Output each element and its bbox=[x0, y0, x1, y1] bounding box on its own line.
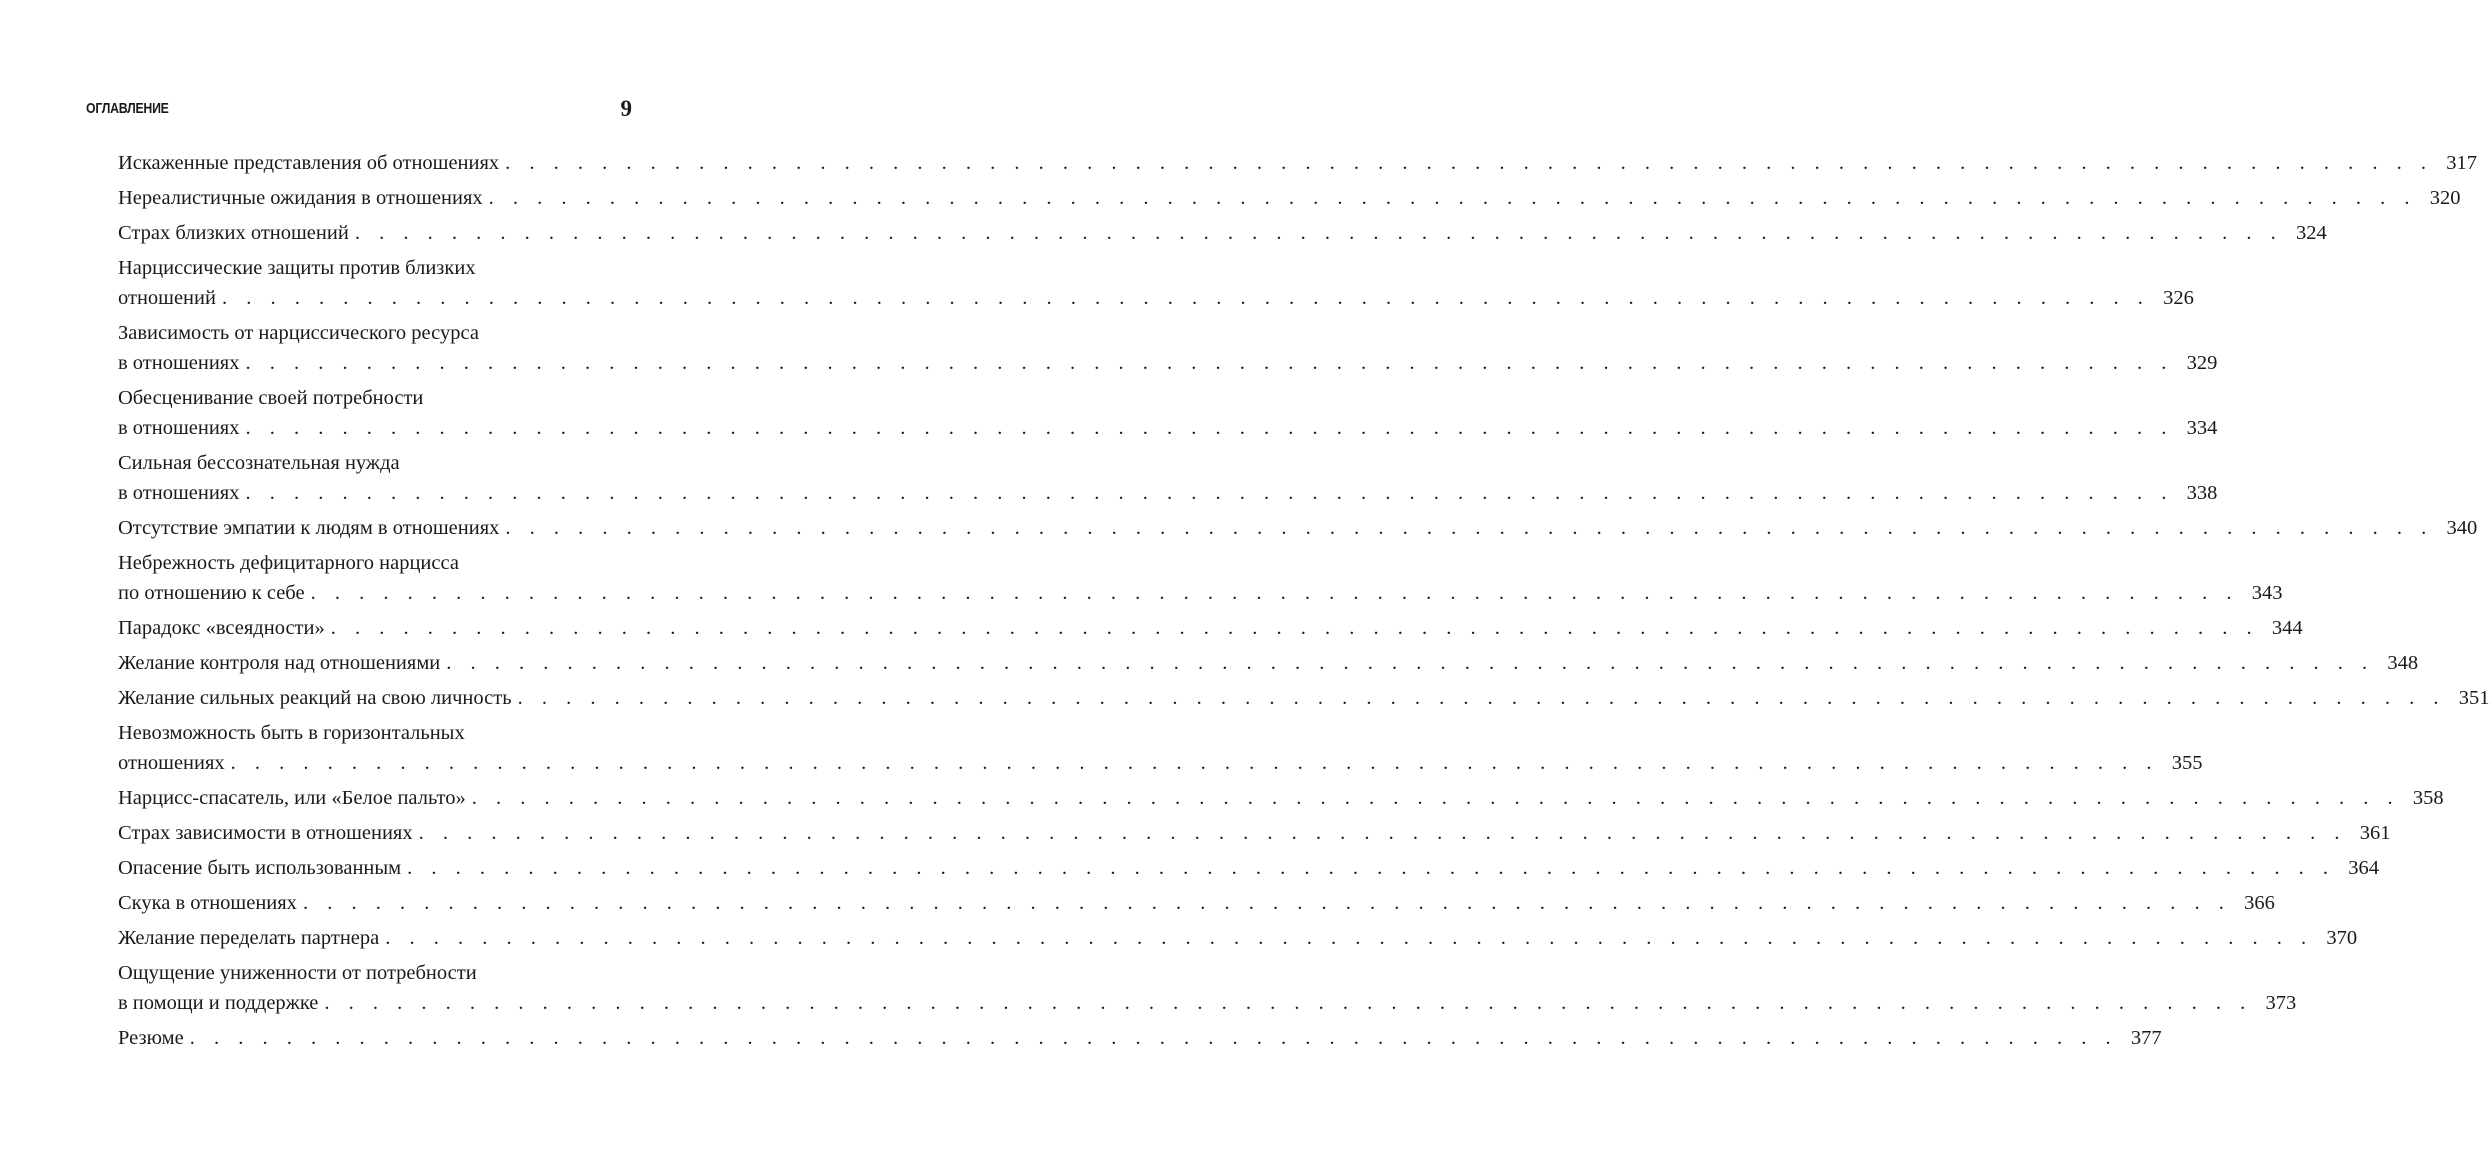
toc-entry[interactable] bbox=[118, 853, 2380, 883]
toc-entry-title-line: Невозможность быть в горизонтальных bbox=[118, 722, 465, 744]
dot-leader: . . . . . . . . . . . . . . . . . . . . . . . . . . . . . . . . . . . . . . . . . . . . . . . . . . . . . . . . . . . . . . . . . . . . . . . . . . . . . . . . bbox=[189, 1027, 2118, 1049]
toc-entry-title-line: Ощущение униженности от потребности bbox=[118, 962, 477, 984]
toc-entry-last-line bbox=[118, 818, 2391, 848]
toc-entry-page-number: 324 bbox=[2295, 222, 2327, 244]
toc-entry[interactable] bbox=[118, 383, 2218, 443]
toc-entry[interactable] bbox=[118, 148, 2478, 178]
toc-entry-title-line: Опасение быть использованным bbox=[118, 857, 402, 879]
toc-entry-title-line: Резюме bbox=[118, 1027, 184, 1049]
toc-entry[interactable] bbox=[118, 548, 2283, 608]
dot-leader: . . . . . . . . . . . . . . . . . . . . . . . . . . . . . . . . . . . . . . . . . . . . . . . . . . . . . . . . . . . . . . . . . . . . . . . . . . . . . . . . bbox=[324, 992, 2253, 1014]
toc-entry-title-line: отношениях bbox=[118, 752, 225, 774]
page-number: 9 bbox=[620, 96, 632, 121]
toc-entry[interactable] bbox=[118, 613, 2303, 643]
toc-entry-page-number: 340 bbox=[2446, 517, 2478, 539]
toc-entry-last-line bbox=[118, 748, 2203, 778]
toc-entry-last-line bbox=[118, 613, 2303, 643]
dot-leader: . . . . . . . . . . . . . . . . . . . . . . . . . . . . . . . . . . . . . . . . . . . . . . . . . . . . . . . . . . . . . . . . . . . . . . . . . . . . . . . . bbox=[302, 892, 2231, 914]
toc-entry[interactable] bbox=[118, 448, 2218, 508]
toc-entry-last-line bbox=[118, 183, 2461, 213]
running-title: ОГЛАВЛЕНИЕ bbox=[86, 100, 169, 117]
toc-entry-last-line bbox=[118, 988, 2297, 1018]
toc-entry-title-line: Зависимость от нарциссического ресурса bbox=[118, 322, 479, 344]
toc-entry-title-line: Парадокс «всеядности» bbox=[118, 617, 325, 639]
toc-entry[interactable] bbox=[118, 183, 2461, 213]
toc-entry-page-number: 343 bbox=[2251, 582, 2283, 604]
dot-leader: . . . . . . . . . . . . . . . . . . . . . . . . . . . . . . . . . . . . . . . . . . . . . . . . . . . . . . . . . . . . . . . . . . . . . . . . . . . . . . . . bbox=[245, 352, 2174, 374]
toc-entry-last-line bbox=[118, 648, 2419, 678]
toc-entry[interactable] bbox=[118, 253, 2194, 313]
toc-entry-title-line: Желание переделать партнера bbox=[118, 927, 380, 949]
dot-leader: . . . . . . . . . . . . . . . . . . . . . . . . . . . . . . . . . . . . . . . . . . . . . . . . . . . . . . . . . . . . . . . . . . . . . . . . . . . . . . . . bbox=[446, 652, 2375, 674]
toc-entry-last-line bbox=[118, 578, 2283, 608]
dot-leader: . . . . . . . . . . . . . . . . . . . . . . . . . . . . . . . . . . . . . . . . . . . . . . . . . . . . . . . . . . . . . . . . . . . . . . . . . . . . . . . . bbox=[385, 927, 2314, 949]
toc-entry-last-line bbox=[118, 683, 2489, 713]
toc-entry-page-number: 320 bbox=[2429, 187, 2461, 209]
toc-entry-page-number: 338 bbox=[2186, 482, 2218, 504]
toc-entry-last-line bbox=[118, 853, 2380, 883]
toc-entry-title-line: в отношениях bbox=[118, 482, 240, 504]
dot-leader: . . . . . . . . . . . . . . . . . . . . . . . . . . . . . . . . . . . . . . . . . . . . . . . . . . . . . . . . . . . . . . . . . . . . . . . . . . . . . . . . bbox=[230, 752, 2159, 774]
dot-leader: . . . . . . . . . . . . . . . . . . . . . . . . . . . . . . . . . . . . . . . . . . . . . . . . . . . . . . . . . . . . . . . . . . . . . . . . . . . . . . . . bbox=[310, 582, 2239, 604]
dot-leader: . . . . . . . . . . . . . . . . . . . . . . . . . . . . . . . . . . . . . . . . . . . . . . . . . . . . . . . . . . . . . . . . . . . . . . . . . . . . . . . . bbox=[407, 857, 2336, 879]
toc-entry-last-line bbox=[118, 1023, 2162, 1053]
toc-entry[interactable] bbox=[118, 958, 2297, 1018]
toc-entry-last-line bbox=[118, 413, 2218, 443]
dot-leader: . . . . . . . . . . . . . . . . . . . . . . . . . . . . . . . . . . . . . . . . . . . . . . . . . . . . . . . . . . . . . . . . . . . . . . . . . . . . . . . . bbox=[488, 187, 2417, 209]
toc-entry[interactable] bbox=[118, 783, 2444, 813]
toc-entry-page-number: 364 bbox=[2348, 857, 2380, 879]
dot-leader: . . . . . . . . . . . . . . . . . . . . . . . . . . . . . . . . . . . . . . . . . . . . . . . . . . . . . . . . . . . . . . . . . . . . . . . . . . . . . . . . bbox=[245, 482, 2174, 504]
toc-entry-page-number: 377 bbox=[2130, 1027, 2162, 1049]
toc-entry-page-number: 373 bbox=[2265, 992, 2297, 1014]
toc-entry-page-number: 329 bbox=[2186, 352, 2218, 374]
dot-leader: . . . . . . . . . . . . . . . . . . . . . . . . . . . . . . . . . . . . . . . . . . . . . . . . . . . . . . . . . . . . . . . . . . . . . . . . . . . . . . . . bbox=[418, 822, 2347, 844]
toc-entry-page-number: 317 bbox=[2446, 152, 2478, 174]
toc-entry-page-number: 358 bbox=[2412, 787, 2444, 809]
toc-entry-last-line bbox=[118, 283, 2194, 313]
toc-entry-title-line: в отношениях bbox=[118, 417, 240, 439]
dot-leader: . . . . . . . . . . . . . . . . . . . . . . . . . . . . . . . . . . . . . . . . . . . . . . . . . . . . . . . . . . . . . . . . . . . . . . . . . . . . . . . . bbox=[505, 152, 2434, 174]
toc-entry-page-number: 348 bbox=[2387, 652, 2419, 674]
toc-entry-title-line: Сильная бессознательная нужда bbox=[118, 452, 400, 474]
toc-entry-last-line bbox=[118, 218, 2327, 248]
toc-entry[interactable] bbox=[118, 648, 2419, 678]
toc-entry-title-line: по отношению к себе bbox=[118, 582, 305, 604]
toc-entry-title-line: Страх зависимости в отношениях bbox=[118, 822, 413, 844]
toc-entry-page-number: 361 bbox=[2359, 822, 2391, 844]
toc-entry[interactable] bbox=[118, 1023, 2162, 1053]
toc-entry[interactable] bbox=[118, 318, 2218, 378]
toc-entry[interactable] bbox=[118, 888, 2275, 918]
toc-entry-page-number: 344 bbox=[2271, 617, 2303, 639]
toc-entry-title-line: в помощи и поддержке bbox=[118, 992, 319, 1014]
dot-leader: . . . . . . . . . . . . . . . . . . . . . . . . . . . . . . . . . . . . . . . . . . . . . . . . . . . . . . . . . . . . . . . . . . . . . . . . . . . . . . . . bbox=[471, 787, 2400, 809]
toc-entry-title-line: Скука в отношениях bbox=[118, 892, 297, 914]
dot-leader: . . . . . . . . . . . . . . . . . . . . . . . . . . . . . . . . . . . . . . . . . . . . . . . . . . . . . . . . . . . . . . . . . . . . . . . . . . . . . . . . bbox=[517, 687, 2446, 709]
dot-leader: . . . . . . . . . . . . . . . . . . . . . . . . . . . . . . . . . . . . . . . . . . . . . . . . . . . . . . . . . . . . . . . . . . . . . . . . . . . . . . . . bbox=[245, 417, 2174, 439]
toc-entry-last-line bbox=[118, 923, 2358, 953]
toc-entry-title-line: Желание сильных реакций на свою личность bbox=[118, 687, 512, 709]
dot-leader: . . . . . . . . . . . . . . . . . . . . . . . . . . . . . . . . . . . . . . . . . . . . . . . . . . . . . . . . . . . . . . . . . . . . . . . . . . . . . . . . bbox=[330, 617, 2259, 639]
toc-entry-page-number: 326 bbox=[2163, 287, 2194, 309]
table-of-contents bbox=[118, 148, 2489, 1058]
toc-entry-last-line bbox=[118, 888, 2275, 918]
dot-leader: . . . . . . . . . . . . . . . . . . . . . . . . . . . . . . . . . . . . . . . . . . . . . . . . . . . . . . . . . . . . . . . . . . . . . . . . . . . . . . . . bbox=[221, 287, 2150, 309]
toc-entry-last-line bbox=[118, 478, 2218, 508]
toc-entry-last-line bbox=[118, 513, 2478, 543]
toc-entry-title-line: Нереалистичные ожидания в отношениях bbox=[118, 187, 483, 209]
toc-entry-title-line: Искаженные представления об отношениях bbox=[118, 152, 500, 174]
toc-entry-title-line: Обесценивание своей потребности bbox=[118, 387, 424, 409]
toc-entry[interactable] bbox=[118, 218, 2327, 248]
toc-entry-title-line: Небрежность дефицитарного нарцисса bbox=[118, 552, 459, 574]
toc-entry-page-number: 366 bbox=[2244, 892, 2275, 914]
toc-entry-last-line bbox=[118, 348, 2218, 378]
dot-leader: . . . . . . . . . . . . . . . . . . . . . . . . . . . . . . . . . . . . . . . . . . . . . . . . . . . . . . . . . . . . . . . . . . . . . . . . . . . . . . . . bbox=[505, 517, 2434, 539]
toc-entry-page-number: 334 bbox=[2186, 417, 2218, 439]
toc-entry[interactable] bbox=[118, 683, 2489, 713]
toc-entry-page-number: 355 bbox=[2171, 752, 2203, 774]
toc-entry[interactable] bbox=[118, 923, 2358, 953]
toc-entry-title-line: в отношениях bbox=[118, 352, 240, 374]
toc-entry-last-line bbox=[118, 783, 2444, 813]
toc-entry-title-line: Нарцисс-спасатель, или «Белое пальто» bbox=[118, 787, 466, 809]
dot-leader: . . . . . . . . . . . . . . . . . . . . . . . . . . . . . . . . . . . . . . . . . . . . . . . . . . . . . . . . . . . . . . . . . . . . . . . . . . . . . . . . bbox=[354, 222, 2283, 244]
toc-entry-title-line: Страх близких отношений bbox=[118, 222, 349, 244]
toc-entry-page-number: 351 bbox=[2458, 687, 2489, 709]
toc-entry-title-line: Желание контроля над отношениями bbox=[118, 652, 441, 674]
toc-entry-page-number: 370 bbox=[2326, 927, 2358, 949]
toc-entry-title-line: отношений bbox=[118, 287, 216, 309]
toc-entry-last-line bbox=[118, 148, 2478, 178]
toc-entry[interactable] bbox=[118, 818, 2391, 848]
toc-entry[interactable] bbox=[118, 513, 2478, 543]
toc-entry-title-line: Отсутствие эмпатии к людям в отношениях bbox=[118, 517, 500, 539]
toc-entry[interactable] bbox=[118, 718, 2203, 778]
toc-entry-title-line: Нарциссические защиты против близких bbox=[118, 257, 476, 279]
